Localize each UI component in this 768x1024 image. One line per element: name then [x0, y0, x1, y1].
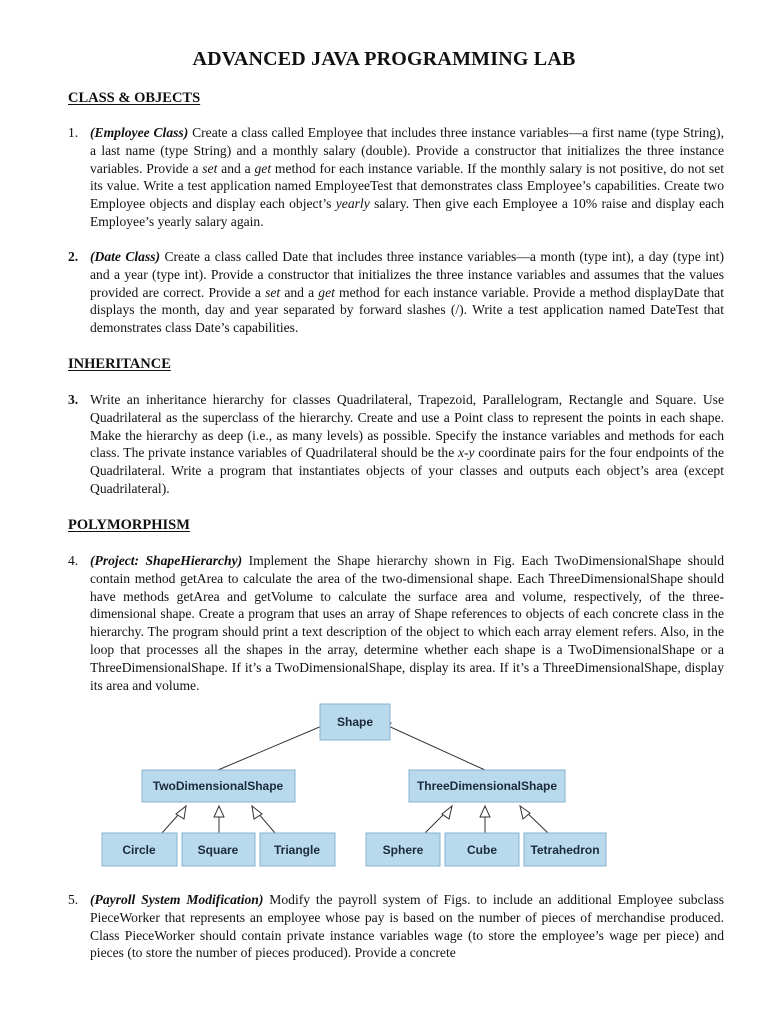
exercise-number: 2. — [68, 249, 79, 264]
node-three-dimensional-shape — [409, 770, 565, 802]
exercise-3 — [68, 391, 724, 498]
exercise-number: 4. — [68, 553, 79, 568]
exercise-number: 1. — [68, 125, 79, 140]
exercise-text: (Employee Class) Create a class called Employee that includes three instance variables—a first name (type String), a last name (type String) and a monthly salary (double). Provide a constructor that initializes the three instance variables. Provide a set and a get method for each instance variable. If the monthly salary is not positive, do not set its value. Write a test application named EmployeeTest that demonstrates class Employee’s capabilities. Create two Employee objects and display each object’s yearly salary. Then give each Employee a 10% raise and display each Employee’s yearly salary again. — [90, 125, 724, 229]
section-heading-class-objects: CLASS & OBJECTS — [68, 90, 201, 106]
svg-text:Circle: Circle — [122, 843, 156, 857]
svg-text:Tetrahedron: Tetrahedron — [530, 843, 600, 857]
shape-hierarchy-diagram — [0, 700, 768, 875]
exercise-5 — [68, 891, 724, 962]
page-title: ADVANCED JAVA PROGRAMMING LAB — [192, 48, 576, 70]
exercise-text: (Date Class) Create a class called Date that includes three instance variables—a month (type int), a day (type int) and a year (type int). Provide a constructor that initializes the three instance variables and assumes that the values provided are correct. Provide a set and a get method for each instance variable. Provide a method displayDate that displays the month, day and year separated by forward slashes (/). Write a test application named DateTest that demonstrates class Date’s capabilities. — [90, 249, 724, 336]
svg-text:ThreeDimensionalShape: ThreeDimensionalShape — [416, 779, 558, 793]
svg-text:Cube: Cube — [467, 843, 497, 857]
svg-text:Shape: Shape — [336, 715, 374, 729]
node-square — [182, 833, 255, 866]
svg-text:Triangle: Triangle — [273, 843, 321, 857]
svg-text:Square: Square — [197, 843, 239, 857]
exercise-4 — [68, 552, 724, 694]
exercise-number: 5. — [68, 892, 79, 907]
section-heading-inheritance: INHERITANCE — [68, 356, 171, 372]
exercise-text: (Payroll System Modification) Modify the payroll system of Figs. to include an additional Employee subclass PieceWorker that represents an employee whose pay is based on the number of pieces of merchandise produced. Class PieceWorker should contain private instance variables wage (to store the employee’s wage per piece) and pieces (to store the number of pieces produced). Provide a concrete — [90, 892, 724, 961]
node-tetrahedron — [524, 833, 606, 866]
node-circle — [102, 833, 177, 866]
node-two-dimensional-shape — [142, 770, 295, 802]
node-sphere — [366, 833, 440, 866]
exercise-text: (Project: ShapeHierarchy) Implement the Shape hierarchy shown in Fig. Each TwoDimensionalShape should contain method getArea to calculate the area of the two-dimensional shape. Each ThreeDimensionalShape should have methods getArea and getVolume to calculate the surface area and volume, respectively, of the three-dimensional shape. Create a program that uses an array of Shape references to objects of each concrete class in the hierarchy. The program should print a text description of the object to which each array element refers. Also, in the loop that processes all the shapes in the array, determine whether each shape is a TwoDimensionalShape or a ThreeDimensionalShape. If it’s a TwoDimensionalShape, display its area. If it’s a ThreeDimensionalShape, display its area and volume. — [90, 553, 724, 693]
section-heading-polymorphism: POLYMORPHISM — [68, 517, 190, 533]
node-triangle — [260, 833, 335, 866]
node-shape — [320, 704, 390, 740]
exercise-2 — [68, 248, 724, 337]
svg-text:Sphere: Sphere — [382, 843, 424, 857]
svg-text:TwoDimensionalShape: TwoDimensionalShape — [152, 779, 284, 793]
node-cube — [445, 833, 519, 866]
exercise-1 — [68, 124, 724, 231]
exercise-number: 3. — [68, 392, 79, 407]
exercise-text: Write an inheritance hierarchy for classes Quadrilateral, Trapezoid, Parallelogram, Rectangle and Square. Use Quadrilateral as the superclass of the hierarchy. Create and use a Point class to represent the points in each shape. Make the hierarchy as deep (i.e., as many levels) as possible. Specify the instance variables and methods for each class. The private instance variables of Quadrilateral should be the x-y coordinate pairs for the four endpoints of the Quadrilateral. Write a program that instantiates objects of your classes and outputs each object’s area (except Quadrilateral). — [90, 392, 724, 496]
